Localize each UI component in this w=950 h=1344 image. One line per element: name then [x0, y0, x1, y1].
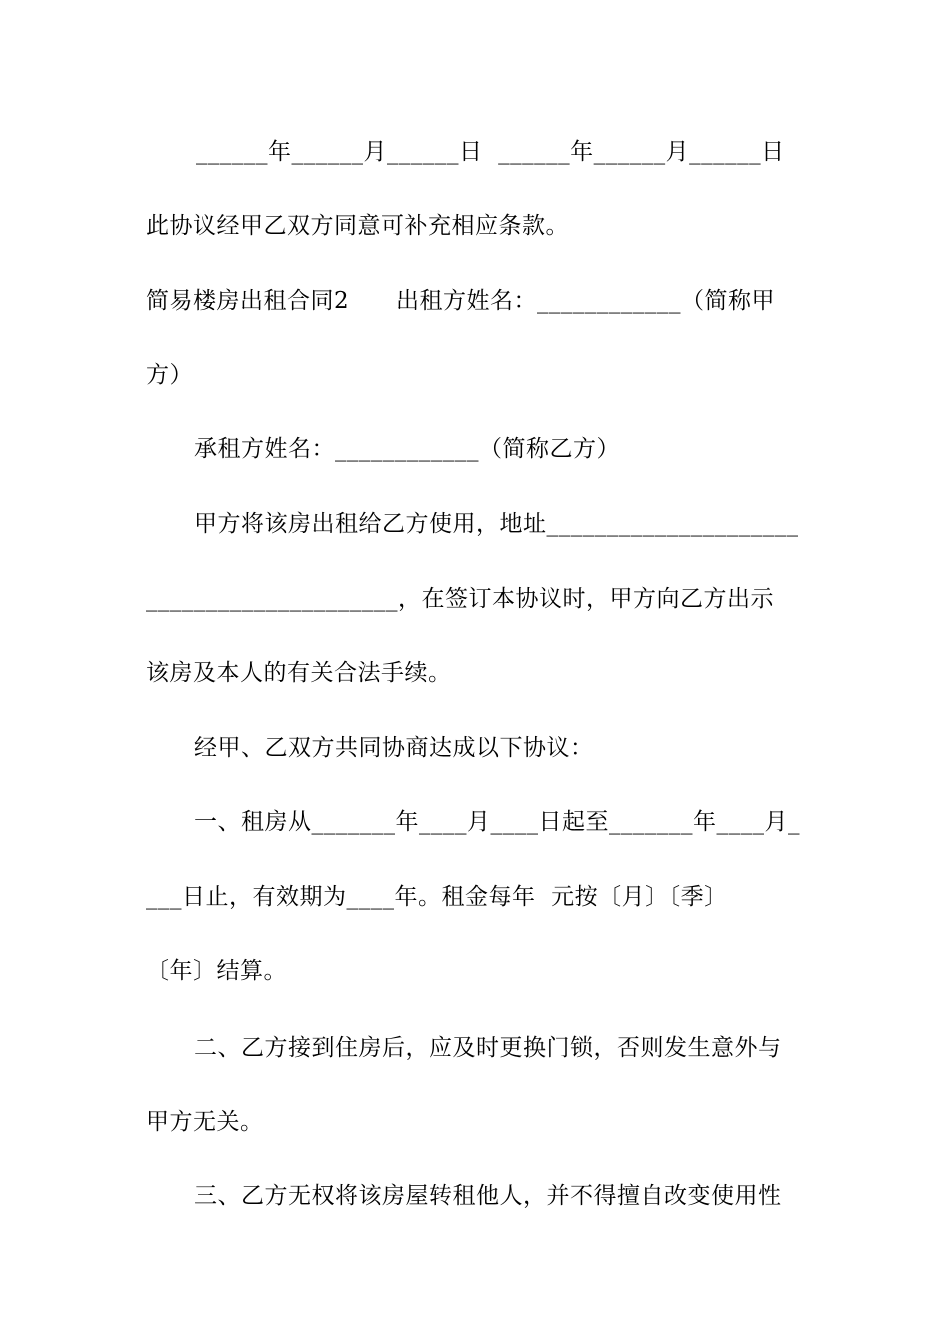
paragraph-line: 一、租房从_______年____月____日起至_______年____月_ [194, 809, 800, 835]
paragraph-line: 方） [146, 362, 193, 388]
paragraph-line: 〔年〕结算。 [146, 958, 287, 984]
paragraph-line: _____________________，在签订本协议时，甲方向乙方出示 [146, 586, 774, 612]
paragraph-line: 简易楼房出租合同2 出租方姓名：____________（简称甲 [146, 288, 775, 314]
paragraph-line: 该房及本人的有关合法手续。 [146, 660, 452, 686]
paragraph-line: ___日止，有效期为____年。租金每年 元按〔月〕〔季〕 [146, 884, 728, 910]
paragraph-line: 经甲、乙双方共同协商达成以下协议： [194, 735, 594, 761]
paragraph-line: 承租方姓名：____________（简称乙方） [194, 436, 620, 462]
paragraph-line: 三、乙方无权将该房屋转租他人，并不得擅自改变使用性 [194, 1183, 782, 1209]
date-line: ______年______月______日 ______年______月______日 [196, 139, 785, 165]
paragraph-line: 甲方无关。 [146, 1109, 264, 1135]
paragraph-line: 此协议经甲乙双方同意可补充相应条款。 [146, 213, 569, 239]
paragraph-line: 甲方将该房出租给乙方使用，地址_____________________ [194, 511, 799, 537]
paragraph-line: 二、乙方接到住房后，应及时更换门锁，否则发生意外与 [194, 1035, 782, 1061]
